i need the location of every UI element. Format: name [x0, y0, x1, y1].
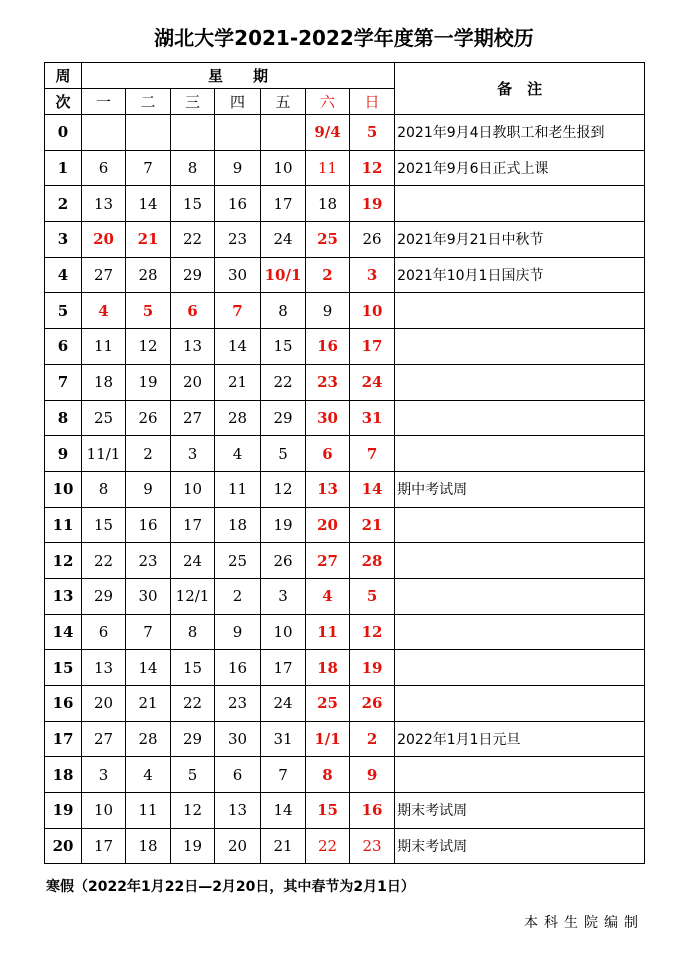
week-note — [395, 329, 645, 365]
day-cell: 7 — [261, 757, 306, 793]
day-cell: 20 — [215, 828, 261, 864]
day-cell: 27 — [82, 721, 126, 757]
day-cell: 14 — [126, 650, 171, 686]
week-number: 13 — [45, 578, 82, 614]
day-cell: 24 — [261, 686, 306, 722]
day-cell: 12 — [350, 150, 395, 186]
day-cell: 9 — [215, 614, 261, 650]
day-cell: 24 — [171, 543, 215, 579]
day-cell: 24 — [350, 364, 395, 400]
day-cell: 17 — [350, 329, 395, 365]
week-number: 8 — [45, 400, 82, 436]
day-cell: 6 — [215, 757, 261, 793]
day-cell: 9 — [215, 150, 261, 186]
day-cell: 13 — [82, 186, 126, 222]
day-cell: 7 — [126, 150, 171, 186]
day-cell: 2 — [215, 578, 261, 614]
week-note: 期中考试周 — [395, 471, 645, 507]
day-cell: 11 — [306, 614, 350, 650]
day-cell: 14 — [261, 793, 306, 829]
day-cell: 16 — [126, 507, 171, 543]
day-cell: 16 — [350, 793, 395, 829]
week-note — [395, 650, 645, 686]
day-cell: 18 — [215, 507, 261, 543]
day-cell: 8 — [261, 293, 306, 329]
day-cell: 20 — [82, 222, 126, 258]
week-number: 20 — [45, 828, 82, 864]
week-note — [395, 507, 645, 543]
day-cell: 12 — [350, 614, 395, 650]
week-note — [395, 186, 645, 222]
week-number: 15 — [45, 650, 82, 686]
day-cell: 22 — [306, 828, 350, 864]
day-cell: 4 — [126, 757, 171, 793]
day-cell: 22 — [82, 543, 126, 579]
day-cell: 2 — [350, 721, 395, 757]
day-cell: 25 — [215, 543, 261, 579]
day-cell: 20 — [171, 364, 215, 400]
day-cell: 5 — [350, 115, 395, 151]
day-cell: 28 — [215, 400, 261, 436]
day-cell: 22 — [171, 686, 215, 722]
day-cell: 27 — [82, 257, 126, 293]
day-header-fri: 五 — [261, 89, 306, 115]
day-cell: 3 — [350, 257, 395, 293]
day-cell: 26 — [350, 222, 395, 258]
notes-header: 备 注 — [395, 63, 645, 115]
week-number: 1 — [45, 150, 82, 186]
day-cell: 6 — [171, 293, 215, 329]
day-cell: 16 — [215, 186, 261, 222]
day-cell: 5 — [261, 436, 306, 472]
week-number: 0 — [45, 115, 82, 151]
week-note: 2021年9月21日中秋节 — [395, 222, 645, 258]
day-cell — [261, 115, 306, 151]
week-row — [45, 578, 645, 614]
day-cell: 29 — [82, 578, 126, 614]
week-number: 12 — [45, 543, 82, 579]
day-cell: 9 — [350, 757, 395, 793]
week-number: 2 — [45, 186, 82, 222]
day-header-wed: 三 — [171, 89, 215, 115]
day-cell: 9 — [126, 471, 171, 507]
day-cell: 12 — [126, 329, 171, 365]
day-cell: 3 — [82, 757, 126, 793]
day-cell: 21 — [126, 686, 171, 722]
day-cell: 15 — [171, 650, 215, 686]
week-row — [45, 650, 645, 686]
day-cell: 29 — [171, 721, 215, 757]
day-cell: 28 — [126, 721, 171, 757]
day-cell: 19 — [171, 828, 215, 864]
day-cell — [82, 115, 126, 151]
day-cell: 25 — [306, 686, 350, 722]
day-cell: 8 — [306, 757, 350, 793]
day-cell: 11 — [215, 471, 261, 507]
week-row — [45, 364, 645, 400]
day-cell: 15 — [261, 329, 306, 365]
week-number: 11 — [45, 507, 82, 543]
week-number: 4 — [45, 257, 82, 293]
day-cell: 12/1 — [171, 578, 215, 614]
day-cell — [126, 115, 171, 151]
day-cell: 22 — [171, 222, 215, 258]
day-cell: 20 — [306, 507, 350, 543]
week-row — [45, 150, 645, 186]
day-cell: 15 — [171, 186, 215, 222]
day-cell: 17 — [171, 507, 215, 543]
week-note: 2021年9月6日正式上课 — [395, 150, 645, 186]
day-cell: 3 — [171, 436, 215, 472]
week-number: 16 — [45, 686, 82, 722]
week-note — [395, 578, 645, 614]
day-cell: 23 — [350, 828, 395, 864]
weekday-group-header: 星 期 — [82, 63, 395, 89]
week-note — [395, 757, 645, 793]
day-cell: 18 — [306, 650, 350, 686]
day-cell: 19 — [350, 186, 395, 222]
week-number: 9 — [45, 436, 82, 472]
day-cell — [171, 115, 215, 151]
day-cell: 31 — [261, 721, 306, 757]
day-cell: 13 — [171, 329, 215, 365]
week-number: 3 — [45, 222, 82, 258]
week-note — [395, 364, 645, 400]
compiler-credit: 本科生院编制 — [524, 915, 644, 931]
week-number: 5 — [45, 293, 82, 329]
day-cell: 10/1 — [261, 257, 306, 293]
day-cell: 11 — [306, 150, 350, 186]
day-cell: 5 — [126, 293, 171, 329]
day-cell: 4 — [306, 578, 350, 614]
day-cell: 6 — [306, 436, 350, 472]
day-cell: 23 — [215, 222, 261, 258]
week-header-top: 周 — [45, 63, 82, 89]
week-number: 18 — [45, 757, 82, 793]
day-cell: 10 — [261, 150, 306, 186]
day-header-sat: 六 — [306, 89, 350, 115]
day-cell: 25 — [82, 400, 126, 436]
week-row — [45, 757, 645, 793]
day-cell: 14 — [350, 471, 395, 507]
page-title: 湖北大学2021-2022学年度第一学期校历 — [154, 26, 534, 50]
day-header-sun: 日 — [350, 89, 395, 115]
day-cell: 7 — [350, 436, 395, 472]
day-cell: 11 — [126, 793, 171, 829]
day-cell: 10 — [350, 293, 395, 329]
week-row — [45, 186, 645, 222]
day-cell: 11 — [82, 329, 126, 365]
winter-break-note: 寒假（2022年1月22日—2月20日，其中春节为2月1日） — [46, 879, 415, 895]
day-cell: 30 — [215, 257, 261, 293]
day-cell: 30 — [306, 400, 350, 436]
week-row — [45, 293, 645, 329]
day-cell: 27 — [171, 400, 215, 436]
day-cell: 17 — [261, 650, 306, 686]
day-cell: 21 — [261, 828, 306, 864]
week-number: 7 — [45, 364, 82, 400]
day-cell: 26 — [350, 686, 395, 722]
day-cell: 16 — [306, 329, 350, 365]
week-row — [45, 543, 645, 579]
week-row — [45, 793, 645, 829]
day-cell: 2 — [126, 436, 171, 472]
day-cell: 15 — [82, 507, 126, 543]
week-note — [395, 293, 645, 329]
week-note: 期末考试周 — [395, 793, 645, 829]
week-row — [45, 436, 645, 472]
week-row — [45, 115, 645, 151]
day-cell: 21 — [215, 364, 261, 400]
day-cell: 12 — [171, 793, 215, 829]
day-cell: 15 — [306, 793, 350, 829]
day-cell: 14 — [215, 329, 261, 365]
day-cell: 23 — [306, 364, 350, 400]
day-cell: 7 — [126, 614, 171, 650]
day-cell: 5 — [350, 578, 395, 614]
day-cell: 18 — [306, 186, 350, 222]
day-cell: 26 — [261, 543, 306, 579]
day-cell: 13 — [82, 650, 126, 686]
week-note — [395, 436, 645, 472]
day-cell: 25 — [306, 222, 350, 258]
day-cell: 18 — [126, 828, 171, 864]
day-cell: 7 — [215, 293, 261, 329]
week-number: 19 — [45, 793, 82, 829]
week-row — [45, 400, 645, 436]
day-cell: 20 — [82, 686, 126, 722]
day-cell: 3 — [261, 578, 306, 614]
week-note — [395, 614, 645, 650]
day-header-thu: 四 — [215, 89, 261, 115]
day-cell — [215, 115, 261, 151]
week-row — [45, 507, 645, 543]
week-row — [45, 329, 645, 365]
day-cell: 21 — [126, 222, 171, 258]
week-note — [395, 686, 645, 722]
week-number: 17 — [45, 721, 82, 757]
week-row — [45, 686, 645, 722]
day-cell: 8 — [171, 150, 215, 186]
day-cell: 8 — [82, 471, 126, 507]
day-cell: 30 — [215, 721, 261, 757]
day-cell: 16 — [215, 650, 261, 686]
day-cell: 10 — [171, 471, 215, 507]
day-cell: 31 — [350, 400, 395, 436]
day-cell: 1/1 — [306, 721, 350, 757]
day-cell: 21 — [350, 507, 395, 543]
day-cell: 19 — [261, 507, 306, 543]
week-note — [395, 400, 645, 436]
day-cell: 11/1 — [82, 436, 126, 472]
day-cell: 17 — [82, 828, 126, 864]
day-cell: 5 — [171, 757, 215, 793]
week-header-bottom: 次 — [45, 89, 82, 115]
week-row — [45, 257, 645, 293]
day-cell: 10 — [261, 614, 306, 650]
day-cell: 4 — [82, 293, 126, 329]
day-cell: 28 — [126, 257, 171, 293]
week-note: 2021年10月1日国庆节 — [395, 257, 645, 293]
week-row — [45, 471, 645, 507]
week-row — [45, 828, 645, 864]
day-cell: 6 — [82, 150, 126, 186]
day-cell: 22 — [261, 364, 306, 400]
day-cell: 14 — [126, 186, 171, 222]
day-cell: 23 — [126, 543, 171, 579]
day-cell: 19 — [126, 364, 171, 400]
day-cell: 12 — [261, 471, 306, 507]
day-cell: 9/4 — [306, 115, 350, 151]
week-note: 2021年9月4日教职工和老生报到 — [395, 115, 645, 151]
day-cell: 6 — [82, 614, 126, 650]
header-row-top — [45, 63, 645, 89]
day-cell: 10 — [82, 793, 126, 829]
week-number: 10 — [45, 471, 82, 507]
calendar-table — [44, 62, 645, 864]
day-cell: 2 — [306, 257, 350, 293]
day-cell: 26 — [126, 400, 171, 436]
day-cell: 24 — [261, 222, 306, 258]
day-cell: 29 — [171, 257, 215, 293]
day-cell: 4 — [215, 436, 261, 472]
day-header-tue: 二 — [126, 89, 171, 115]
day-cell: 23 — [215, 686, 261, 722]
day-cell: 28 — [350, 543, 395, 579]
day-cell: 29 — [261, 400, 306, 436]
week-note — [395, 543, 645, 579]
day-cell: 27 — [306, 543, 350, 579]
day-cell: 17 — [261, 186, 306, 222]
day-header-mon: 一 — [82, 89, 126, 115]
week-number: 6 — [45, 329, 82, 365]
week-number: 14 — [45, 614, 82, 650]
day-cell: 13 — [306, 471, 350, 507]
day-cell: 8 — [171, 614, 215, 650]
week-row — [45, 222, 645, 258]
week-row — [45, 614, 645, 650]
week-row — [45, 721, 645, 757]
week-note: 期末考试周 — [395, 828, 645, 864]
day-cell: 30 — [126, 578, 171, 614]
day-cell: 18 — [82, 364, 126, 400]
day-cell: 19 — [350, 650, 395, 686]
day-cell: 13 — [215, 793, 261, 829]
week-note: 2022年1月1日元旦 — [395, 721, 645, 757]
day-cell: 9 — [306, 293, 350, 329]
